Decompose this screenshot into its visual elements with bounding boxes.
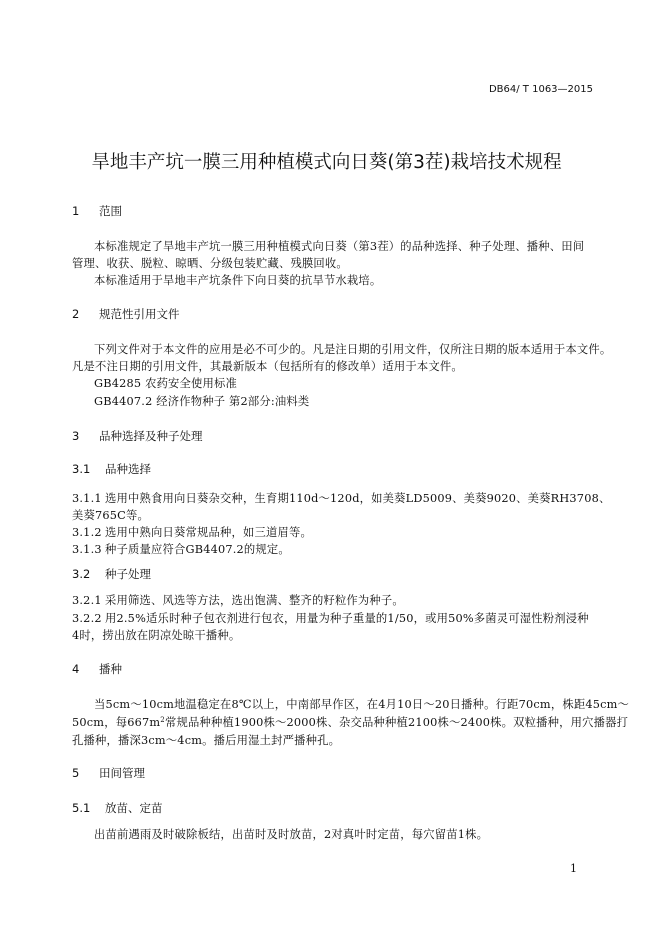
clause-continuation: 美葵765C等。	[72, 509, 149, 522]
clause-number: 3.1.3	[72, 543, 102, 556]
section-number: 5	[72, 766, 80, 780]
standard-code: DB64/ T 1063—2015	[488, 84, 593, 95]
page-number: 1	[570, 862, 577, 875]
clause-3-2-1	[72, 592, 404, 608]
normative-reference: GB4407.2 经济作物种子 第2部分:油料类	[94, 395, 310, 408]
superscript: 2	[160, 716, 165, 724]
section-number: 2	[72, 307, 80, 321]
section-2-heading	[72, 306, 180, 322]
section-title: 规范性引用文件	[99, 307, 180, 321]
clause-continuation: 4时，捞出放在阴凉处晾干播种。	[72, 629, 241, 642]
section-title: 播种	[99, 662, 122, 676]
paragraph-continuation: 孔播种，播深3cm～4cm。播后用湿土封严播种孔。	[72, 734, 341, 747]
section-title: 田间管理	[99, 766, 145, 780]
subsection-3-2-heading	[72, 566, 151, 582]
paragraph: 本标准适用于旱地丰产坑条件下向日葵的抗旱节水栽培。	[94, 274, 382, 287]
section-4-heading	[72, 661, 122, 677]
clause-number: 3.2.2	[72, 612, 102, 625]
clause-3-1-2	[72, 524, 312, 540]
document-title: 旱地丰产坑一膜三用种植模式向日葵(第3茬)栽培技术规程	[91, 152, 562, 173]
section-title: 品种选择及种子处理	[99, 429, 203, 443]
subsection-number: 3.2	[72, 567, 91, 581]
section-number: 1	[72, 204, 80, 218]
clause-text: 选用中熟向日葵常规品种，如三道眉等。	[105, 526, 312, 539]
clause-3-2-2	[72, 610, 589, 626]
subsection-number: 3.1	[72, 462, 91, 476]
subsection-5-1-heading	[72, 800, 163, 816]
paragraph: 本标准规定了旱地丰产坑一膜三用种植模式向日葵（第3茬）的品种选择、种子处理、播种、田间	[94, 240, 585, 253]
section-title: 范围	[99, 204, 122, 218]
clause-3-1-1	[72, 490, 610, 506]
subsection-number: 5.1	[72, 801, 91, 815]
paragraph-continuation: 管理、收获、脱粒、晾晒、分级包装贮藏、残膜回收。	[72, 257, 348, 270]
normative-reference: GB4285 农药安全使用标准	[94, 377, 238, 390]
subsection-3-1-heading	[72, 461, 151, 477]
paragraph: 下列文件对于本文件的应用是必不可少的。凡是注日期的引用文件，仅所注日期的版本适用于本文件。	[94, 343, 612, 356]
clause-3-1-3	[72, 541, 290, 557]
clause-number: 3.1.1	[72, 492, 102, 505]
clause-number: 3.1.2	[72, 526, 102, 539]
paragraph: 出苗前遇雨及时破除板结，出苗时及时放苗，2对真叶时定苗，每穴留苗1株。	[94, 828, 489, 841]
clause-text: 用2.5%适乐时种子包衣剂进行包衣，用量为种子重量的1/50，或用50%多菌灵可湿性粉剂浸种	[105, 612, 589, 625]
section-number: 4	[72, 662, 80, 676]
subsection-title: 种子处理	[105, 567, 151, 581]
section-1-heading	[72, 203, 122, 219]
text-span: 50cm，每667m	[72, 716, 161, 729]
paragraph: 当5cm～10cm地温稳定在8℃以上，中南部早作区，在4月10日～20日播种。行距70cm，株距45cm～	[94, 698, 630, 711]
section-5-heading	[72, 765, 145, 781]
clause-text: 种子质量应符合GB4407.2的规定。	[105, 543, 290, 556]
subsection-title: 放苗、定苗	[105, 801, 163, 815]
section-3-heading	[72, 428, 203, 444]
subsection-title: 品种选择	[105, 462, 151, 476]
paragraph-continuation	[72, 714, 628, 730]
paragraph-continuation: 凡是不注日期的引用文件，其最新版本（包括所有的修改单）适用于本文件。	[72, 360, 463, 373]
clause-number: 3.2.1	[72, 594, 102, 607]
section-number: 3	[72, 429, 80, 443]
clause-text: 选用中熟食用向日葵杂交种，生育期110d～120d，如美葵LD5009、美葵9020、美葵RH3708、	[105, 492, 611, 505]
clause-text: 采用筛选、风选等方法，选出饱满、整齐的籽粒作为种子。	[105, 594, 404, 607]
text-span: 常规品种种植1900株～2000株、杂交品种种植2100株～2400株。双粒播种，用穴播器打	[164, 716, 629, 729]
